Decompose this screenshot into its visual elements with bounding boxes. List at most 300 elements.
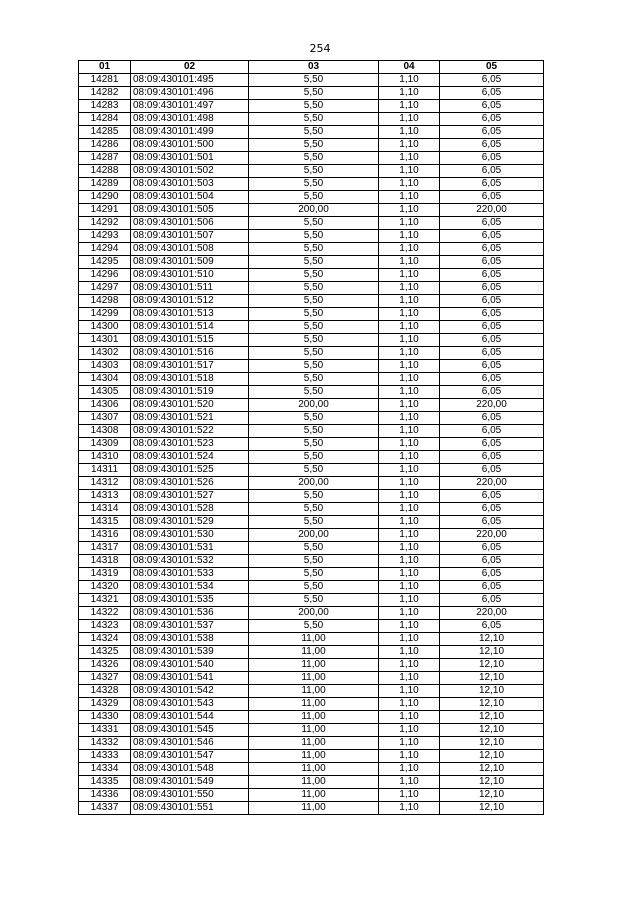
table-row xyxy=(79,477,544,490)
column-header-04: 04 xyxy=(379,61,440,74)
cell-col-01: 14326 xyxy=(79,659,131,672)
table-row xyxy=(79,620,544,633)
cell-col-05: 6,05 xyxy=(440,516,544,529)
cell-col-05: 12,10 xyxy=(440,698,544,711)
cell-col-04: 1,10 xyxy=(379,360,440,373)
table-row xyxy=(79,698,544,711)
table-row xyxy=(79,451,544,464)
column-header-01: 01 xyxy=(79,61,131,74)
table-row xyxy=(79,516,544,529)
cell-col-03: 5,50 xyxy=(249,152,379,165)
cell-col-02: 08:09:430101:496 xyxy=(131,87,249,100)
cell-col-01: 14322 xyxy=(79,607,131,620)
cell-col-05: 6,05 xyxy=(440,139,544,152)
cell-col-02: 08:09:430101:543 xyxy=(131,698,249,711)
cell-col-03: 5,50 xyxy=(249,503,379,516)
cell-col-02: 08:09:430101:527 xyxy=(131,490,249,503)
cell-col-01: 14281 xyxy=(79,74,131,87)
table-row xyxy=(79,685,544,698)
cell-col-04: 1,10 xyxy=(379,74,440,87)
table-row xyxy=(79,373,544,386)
cell-col-05: 6,05 xyxy=(440,620,544,633)
cell-col-02: 08:09:430101:551 xyxy=(131,802,249,815)
table-row xyxy=(79,74,544,87)
cell-col-03: 11,00 xyxy=(249,776,379,789)
table-row xyxy=(79,581,544,594)
cell-col-05: 12,10 xyxy=(440,685,544,698)
cell-col-01: 14308 xyxy=(79,425,131,438)
cell-col-05: 12,10 xyxy=(440,789,544,802)
cell-col-02: 08:09:430101:545 xyxy=(131,724,249,737)
cell-col-02: 08:09:430101:546 xyxy=(131,737,249,750)
cell-col-04: 1,10 xyxy=(379,607,440,620)
cell-col-04: 1,10 xyxy=(379,243,440,256)
cell-col-04: 1,10 xyxy=(379,204,440,217)
cell-col-04: 1,10 xyxy=(379,308,440,321)
cell-col-02: 08:09:430101:530 xyxy=(131,529,249,542)
table-row xyxy=(79,360,544,373)
table-row xyxy=(79,126,544,139)
table-row xyxy=(79,386,544,399)
table-row xyxy=(79,100,544,113)
table-row xyxy=(79,87,544,100)
cell-col-03: 5,50 xyxy=(249,321,379,334)
cell-col-05: 6,05 xyxy=(440,581,544,594)
cell-col-01: 14296 xyxy=(79,269,131,282)
cell-col-02: 08:09:430101:541 xyxy=(131,672,249,685)
cell-col-04: 1,10 xyxy=(379,295,440,308)
cell-col-01: 14321 xyxy=(79,594,131,607)
table-row xyxy=(79,789,544,802)
cell-col-05: 6,05 xyxy=(440,503,544,516)
table-row xyxy=(79,178,544,191)
cell-col-02: 08:09:430101:533 xyxy=(131,568,249,581)
cell-col-05: 12,10 xyxy=(440,672,544,685)
cell-col-05: 6,05 xyxy=(440,360,544,373)
cell-col-05: 6,05 xyxy=(440,412,544,425)
table-row xyxy=(79,776,544,789)
cell-col-03: 5,50 xyxy=(249,178,379,191)
cell-col-01: 14306 xyxy=(79,399,131,412)
cell-col-05: 6,05 xyxy=(440,542,544,555)
cell-col-04: 1,10 xyxy=(379,490,440,503)
cell-col-01: 14323 xyxy=(79,620,131,633)
cell-col-03: 11,00 xyxy=(249,659,379,672)
cell-col-04: 1,10 xyxy=(379,685,440,698)
table-row xyxy=(79,243,544,256)
cell-col-01: 14332 xyxy=(79,737,131,750)
table-row xyxy=(79,295,544,308)
cell-col-04: 1,10 xyxy=(379,620,440,633)
cell-col-01: 14316 xyxy=(79,529,131,542)
cell-col-04: 1,10 xyxy=(379,568,440,581)
cell-col-01: 14331 xyxy=(79,724,131,737)
cell-col-04: 1,10 xyxy=(379,659,440,672)
table-row xyxy=(79,152,544,165)
cell-col-04: 1,10 xyxy=(379,451,440,464)
cell-col-02: 08:09:430101:505 xyxy=(131,204,249,217)
cell-col-03: 5,50 xyxy=(249,438,379,451)
cell-col-04: 1,10 xyxy=(379,802,440,815)
cell-col-04: 1,10 xyxy=(379,165,440,178)
cell-col-04: 1,10 xyxy=(379,789,440,802)
cell-col-03: 11,00 xyxy=(249,685,379,698)
table-row xyxy=(79,646,544,659)
cell-col-02: 08:09:430101:522 xyxy=(131,425,249,438)
cell-col-03: 5,50 xyxy=(249,74,379,87)
column-header-05: 05 xyxy=(440,61,544,74)
cell-col-05: 6,05 xyxy=(440,386,544,399)
cell-col-04: 1,10 xyxy=(379,776,440,789)
cell-col-04: 1,10 xyxy=(379,581,440,594)
cell-col-02: 08:09:430101:516 xyxy=(131,347,249,360)
cell-col-03: 5,50 xyxy=(249,256,379,269)
cell-col-02: 08:09:430101:542 xyxy=(131,685,249,698)
table-row xyxy=(79,256,544,269)
cell-col-05: 6,05 xyxy=(440,230,544,243)
cell-col-01: 14318 xyxy=(79,555,131,568)
cell-col-05: 6,05 xyxy=(440,451,544,464)
cell-col-01: 14300 xyxy=(79,321,131,334)
cell-col-03: 5,50 xyxy=(249,412,379,425)
cell-col-04: 1,10 xyxy=(379,100,440,113)
cell-col-02: 08:09:430101:540 xyxy=(131,659,249,672)
table-row xyxy=(79,542,544,555)
cell-col-04: 1,10 xyxy=(379,139,440,152)
cell-col-02: 08:09:430101:532 xyxy=(131,555,249,568)
table-row xyxy=(79,672,544,685)
cell-col-03: 5,50 xyxy=(249,217,379,230)
cell-col-03: 11,00 xyxy=(249,672,379,685)
table-header-row xyxy=(79,61,544,74)
cell-col-04: 1,10 xyxy=(379,256,440,269)
cell-col-02: 08:09:430101:509 xyxy=(131,256,249,269)
cell-col-03: 5,50 xyxy=(249,100,379,113)
cell-col-05: 6,05 xyxy=(440,308,544,321)
table-row xyxy=(79,321,544,334)
cell-col-03: 5,50 xyxy=(249,165,379,178)
table-body xyxy=(79,74,544,815)
cell-col-05: 6,05 xyxy=(440,295,544,308)
table-row xyxy=(79,568,544,581)
cell-col-02: 08:09:430101:515 xyxy=(131,334,249,347)
cell-col-02: 08:09:430101:531 xyxy=(131,542,249,555)
cell-col-02: 08:09:430101:550 xyxy=(131,789,249,802)
cell-col-05: 6,05 xyxy=(440,334,544,347)
cell-col-02: 08:09:430101:513 xyxy=(131,308,249,321)
cell-col-01: 14313 xyxy=(79,490,131,503)
cell-col-02: 08:09:430101:508 xyxy=(131,243,249,256)
cell-col-04: 1,10 xyxy=(379,334,440,347)
cell-col-01: 14333 xyxy=(79,750,131,763)
cell-col-02: 08:09:430101:514 xyxy=(131,321,249,334)
cell-col-01: 14293 xyxy=(79,230,131,243)
table-row xyxy=(79,399,544,412)
cell-col-01: 14289 xyxy=(79,178,131,191)
cell-col-05: 12,10 xyxy=(440,763,544,776)
cell-col-01: 14299 xyxy=(79,308,131,321)
cell-col-03: 200,00 xyxy=(249,477,379,490)
cell-col-02: 08:09:430101:537 xyxy=(131,620,249,633)
cell-col-01: 14295 xyxy=(79,256,131,269)
cell-col-02: 08:09:430101:521 xyxy=(131,412,249,425)
cell-col-05: 6,05 xyxy=(440,191,544,204)
cell-col-03: 200,00 xyxy=(249,607,379,620)
cell-col-02: 08:09:430101:528 xyxy=(131,503,249,516)
cell-col-03: 11,00 xyxy=(249,698,379,711)
cell-col-01: 14304 xyxy=(79,373,131,386)
cell-col-05: 6,05 xyxy=(440,100,544,113)
table-row xyxy=(79,347,544,360)
table-row xyxy=(79,165,544,178)
cell-col-03: 5,50 xyxy=(249,243,379,256)
cell-col-03: 5,50 xyxy=(249,555,379,568)
cell-col-05: 12,10 xyxy=(440,750,544,763)
cell-col-05: 6,05 xyxy=(440,256,544,269)
cell-col-01: 14335 xyxy=(79,776,131,789)
cell-col-02: 08:09:430101:517 xyxy=(131,360,249,373)
cell-col-02: 08:09:430101:507 xyxy=(131,230,249,243)
cell-col-01: 14291 xyxy=(79,204,131,217)
cell-col-03: 5,50 xyxy=(249,360,379,373)
cell-col-04: 1,10 xyxy=(379,737,440,750)
cell-col-03: 5,50 xyxy=(249,139,379,152)
cell-col-04: 1,10 xyxy=(379,503,440,516)
cell-col-02: 08:09:430101:524 xyxy=(131,451,249,464)
table-row xyxy=(79,464,544,477)
cell-col-01: 14310 xyxy=(79,451,131,464)
cell-col-03: 11,00 xyxy=(249,724,379,737)
cell-col-01: 14294 xyxy=(79,243,131,256)
cell-col-04: 1,10 xyxy=(379,438,440,451)
cell-col-05: 12,10 xyxy=(440,737,544,750)
table-row xyxy=(79,412,544,425)
cell-col-05: 6,05 xyxy=(440,165,544,178)
table-row xyxy=(79,490,544,503)
cell-col-05: 6,05 xyxy=(440,269,544,282)
cell-col-01: 14285 xyxy=(79,126,131,139)
cell-col-02: 08:09:430101:500 xyxy=(131,139,249,152)
cell-col-05: 6,05 xyxy=(440,568,544,581)
table-row xyxy=(79,425,544,438)
cell-col-02: 08:09:430101:520 xyxy=(131,399,249,412)
cell-col-01: 14301 xyxy=(79,334,131,347)
cell-col-01: 14319 xyxy=(79,568,131,581)
cell-col-03: 5,50 xyxy=(249,568,379,581)
cell-col-01: 14336 xyxy=(79,789,131,802)
table-row xyxy=(79,191,544,204)
cell-col-01: 14317 xyxy=(79,542,131,555)
cell-col-04: 1,10 xyxy=(379,711,440,724)
cell-col-02: 08:09:430101:497 xyxy=(131,100,249,113)
cell-col-03: 5,50 xyxy=(249,425,379,438)
cell-col-05: 6,05 xyxy=(440,178,544,191)
cell-col-01: 14290 xyxy=(79,191,131,204)
cell-col-03: 5,50 xyxy=(249,334,379,347)
cell-col-03: 5,50 xyxy=(249,490,379,503)
table-row xyxy=(79,750,544,763)
cell-col-02: 08:09:430101:495 xyxy=(131,74,249,87)
cell-col-03: 11,00 xyxy=(249,802,379,815)
cell-col-02: 08:09:430101:519 xyxy=(131,386,249,399)
cell-col-01: 14314 xyxy=(79,503,131,516)
cell-col-03: 11,00 xyxy=(249,633,379,646)
cell-col-01: 14298 xyxy=(79,295,131,308)
cell-col-05: 6,05 xyxy=(440,464,544,477)
cell-col-02: 08:09:430101:549 xyxy=(131,776,249,789)
cell-col-04: 1,10 xyxy=(379,269,440,282)
cell-col-03: 5,50 xyxy=(249,87,379,100)
cell-col-01: 14309 xyxy=(79,438,131,451)
cell-col-01: 14292 xyxy=(79,217,131,230)
table-row xyxy=(79,594,544,607)
cell-col-03: 5,50 xyxy=(249,126,379,139)
cell-col-02: 08:09:430101:498 xyxy=(131,113,249,126)
cell-col-05: 6,05 xyxy=(440,87,544,100)
cell-col-01: 14297 xyxy=(79,282,131,295)
cell-col-04: 1,10 xyxy=(379,724,440,737)
cell-col-04: 1,10 xyxy=(379,425,440,438)
cell-col-01: 14288 xyxy=(79,165,131,178)
cell-col-04: 1,10 xyxy=(379,217,440,230)
cell-col-05: 6,05 xyxy=(440,321,544,334)
cell-col-04: 1,10 xyxy=(379,178,440,191)
cell-col-04: 1,10 xyxy=(379,230,440,243)
cell-col-03: 200,00 xyxy=(249,399,379,412)
cell-col-03: 11,00 xyxy=(249,646,379,659)
table-row xyxy=(79,334,544,347)
cell-col-01: 14286 xyxy=(79,139,131,152)
cell-col-02: 08:09:430101:512 xyxy=(131,295,249,308)
cell-col-04: 1,10 xyxy=(379,594,440,607)
cell-col-02: 08:09:430101:534 xyxy=(131,581,249,594)
table-row xyxy=(79,724,544,737)
cell-col-03: 5,50 xyxy=(249,191,379,204)
cell-col-03: 200,00 xyxy=(249,529,379,542)
cell-col-01: 14283 xyxy=(79,100,131,113)
cell-col-03: 5,50 xyxy=(249,308,379,321)
cell-col-03: 5,50 xyxy=(249,464,379,477)
column-header-02: 02 xyxy=(131,61,249,74)
table-row xyxy=(79,269,544,282)
cell-col-04: 1,10 xyxy=(379,763,440,776)
cell-col-05: 12,10 xyxy=(440,646,544,659)
table-row xyxy=(79,711,544,724)
cell-col-03: 5,50 xyxy=(249,620,379,633)
cell-col-03: 11,00 xyxy=(249,711,379,724)
cell-col-03: 11,00 xyxy=(249,737,379,750)
cell-col-01: 14305 xyxy=(79,386,131,399)
cell-col-04: 1,10 xyxy=(379,152,440,165)
cell-col-01: 14282 xyxy=(79,87,131,100)
cell-col-01: 14284 xyxy=(79,113,131,126)
cell-col-03: 11,00 xyxy=(249,789,379,802)
cell-col-05: 220,00 xyxy=(440,204,544,217)
cell-col-02: 08:09:430101:525 xyxy=(131,464,249,477)
table-row xyxy=(79,503,544,516)
cell-col-01: 14334 xyxy=(79,763,131,776)
cell-col-05: 220,00 xyxy=(440,607,544,620)
cell-col-04: 1,10 xyxy=(379,672,440,685)
cell-col-05: 220,00 xyxy=(440,477,544,490)
page-number: 254 xyxy=(309,42,331,55)
cell-col-02: 08:09:430101:538 xyxy=(131,633,249,646)
cell-col-01: 14337 xyxy=(79,802,131,815)
cell-col-03: 5,50 xyxy=(249,373,379,386)
column-header-03: 03 xyxy=(249,61,379,74)
cell-col-04: 1,10 xyxy=(379,633,440,646)
table-row xyxy=(79,139,544,152)
cell-col-03: 5,50 xyxy=(249,581,379,594)
table-row xyxy=(79,763,544,776)
table-row xyxy=(79,282,544,295)
cell-col-05: 6,05 xyxy=(440,438,544,451)
cell-col-03: 5,50 xyxy=(249,113,379,126)
cell-col-02: 08:09:430101:502 xyxy=(131,165,249,178)
cell-col-02: 08:09:430101:511 xyxy=(131,282,249,295)
cell-col-03: 5,50 xyxy=(249,386,379,399)
cell-col-01: 14329 xyxy=(79,698,131,711)
cell-col-03: 5,50 xyxy=(249,282,379,295)
table-row xyxy=(79,113,544,126)
table-row xyxy=(79,438,544,451)
cell-col-04: 1,10 xyxy=(379,386,440,399)
cell-col-05: 6,05 xyxy=(440,594,544,607)
cell-col-03: 200,00 xyxy=(249,204,379,217)
cell-col-04: 1,10 xyxy=(379,87,440,100)
cell-col-02: 08:09:430101:536 xyxy=(131,607,249,620)
cell-col-03: 11,00 xyxy=(249,763,379,776)
cell-col-05: 12,10 xyxy=(440,633,544,646)
cell-col-05: 220,00 xyxy=(440,529,544,542)
cell-col-02: 08:09:430101:504 xyxy=(131,191,249,204)
table-row xyxy=(79,204,544,217)
cell-col-02: 08:09:430101:539 xyxy=(131,646,249,659)
table-row xyxy=(79,308,544,321)
cell-col-05: 6,05 xyxy=(440,113,544,126)
cell-col-01: 14325 xyxy=(79,646,131,659)
cell-col-04: 1,10 xyxy=(379,321,440,334)
cell-col-02: 08:09:430101:535 xyxy=(131,594,249,607)
cell-col-01: 14320 xyxy=(79,581,131,594)
cell-col-02: 08:09:430101:529 xyxy=(131,516,249,529)
cell-col-05: 12,10 xyxy=(440,724,544,737)
cell-col-02: 08:09:430101:526 xyxy=(131,477,249,490)
data-table xyxy=(78,60,544,815)
cell-col-04: 1,10 xyxy=(379,646,440,659)
cell-col-05: 6,05 xyxy=(440,217,544,230)
cell-col-01: 14303 xyxy=(79,360,131,373)
cell-col-02: 08:09:430101:547 xyxy=(131,750,249,763)
cell-col-01: 14311 xyxy=(79,464,131,477)
cell-col-05: 6,05 xyxy=(440,243,544,256)
cell-col-05: 220,00 xyxy=(440,399,544,412)
cell-col-03: 5,50 xyxy=(249,295,379,308)
table-row xyxy=(79,802,544,815)
cell-col-01: 14324 xyxy=(79,633,131,646)
cell-col-03: 5,50 xyxy=(249,347,379,360)
cell-col-05: 12,10 xyxy=(440,776,544,789)
cell-col-04: 1,10 xyxy=(379,126,440,139)
cell-col-02: 08:09:430101:544 xyxy=(131,711,249,724)
cell-col-02: 08:09:430101:499 xyxy=(131,126,249,139)
cell-col-01: 14302 xyxy=(79,347,131,360)
cell-col-03: 5,50 xyxy=(249,451,379,464)
table-row xyxy=(79,230,544,243)
cell-col-01: 14330 xyxy=(79,711,131,724)
cell-col-02: 08:09:430101:518 xyxy=(131,373,249,386)
table-row xyxy=(79,659,544,672)
